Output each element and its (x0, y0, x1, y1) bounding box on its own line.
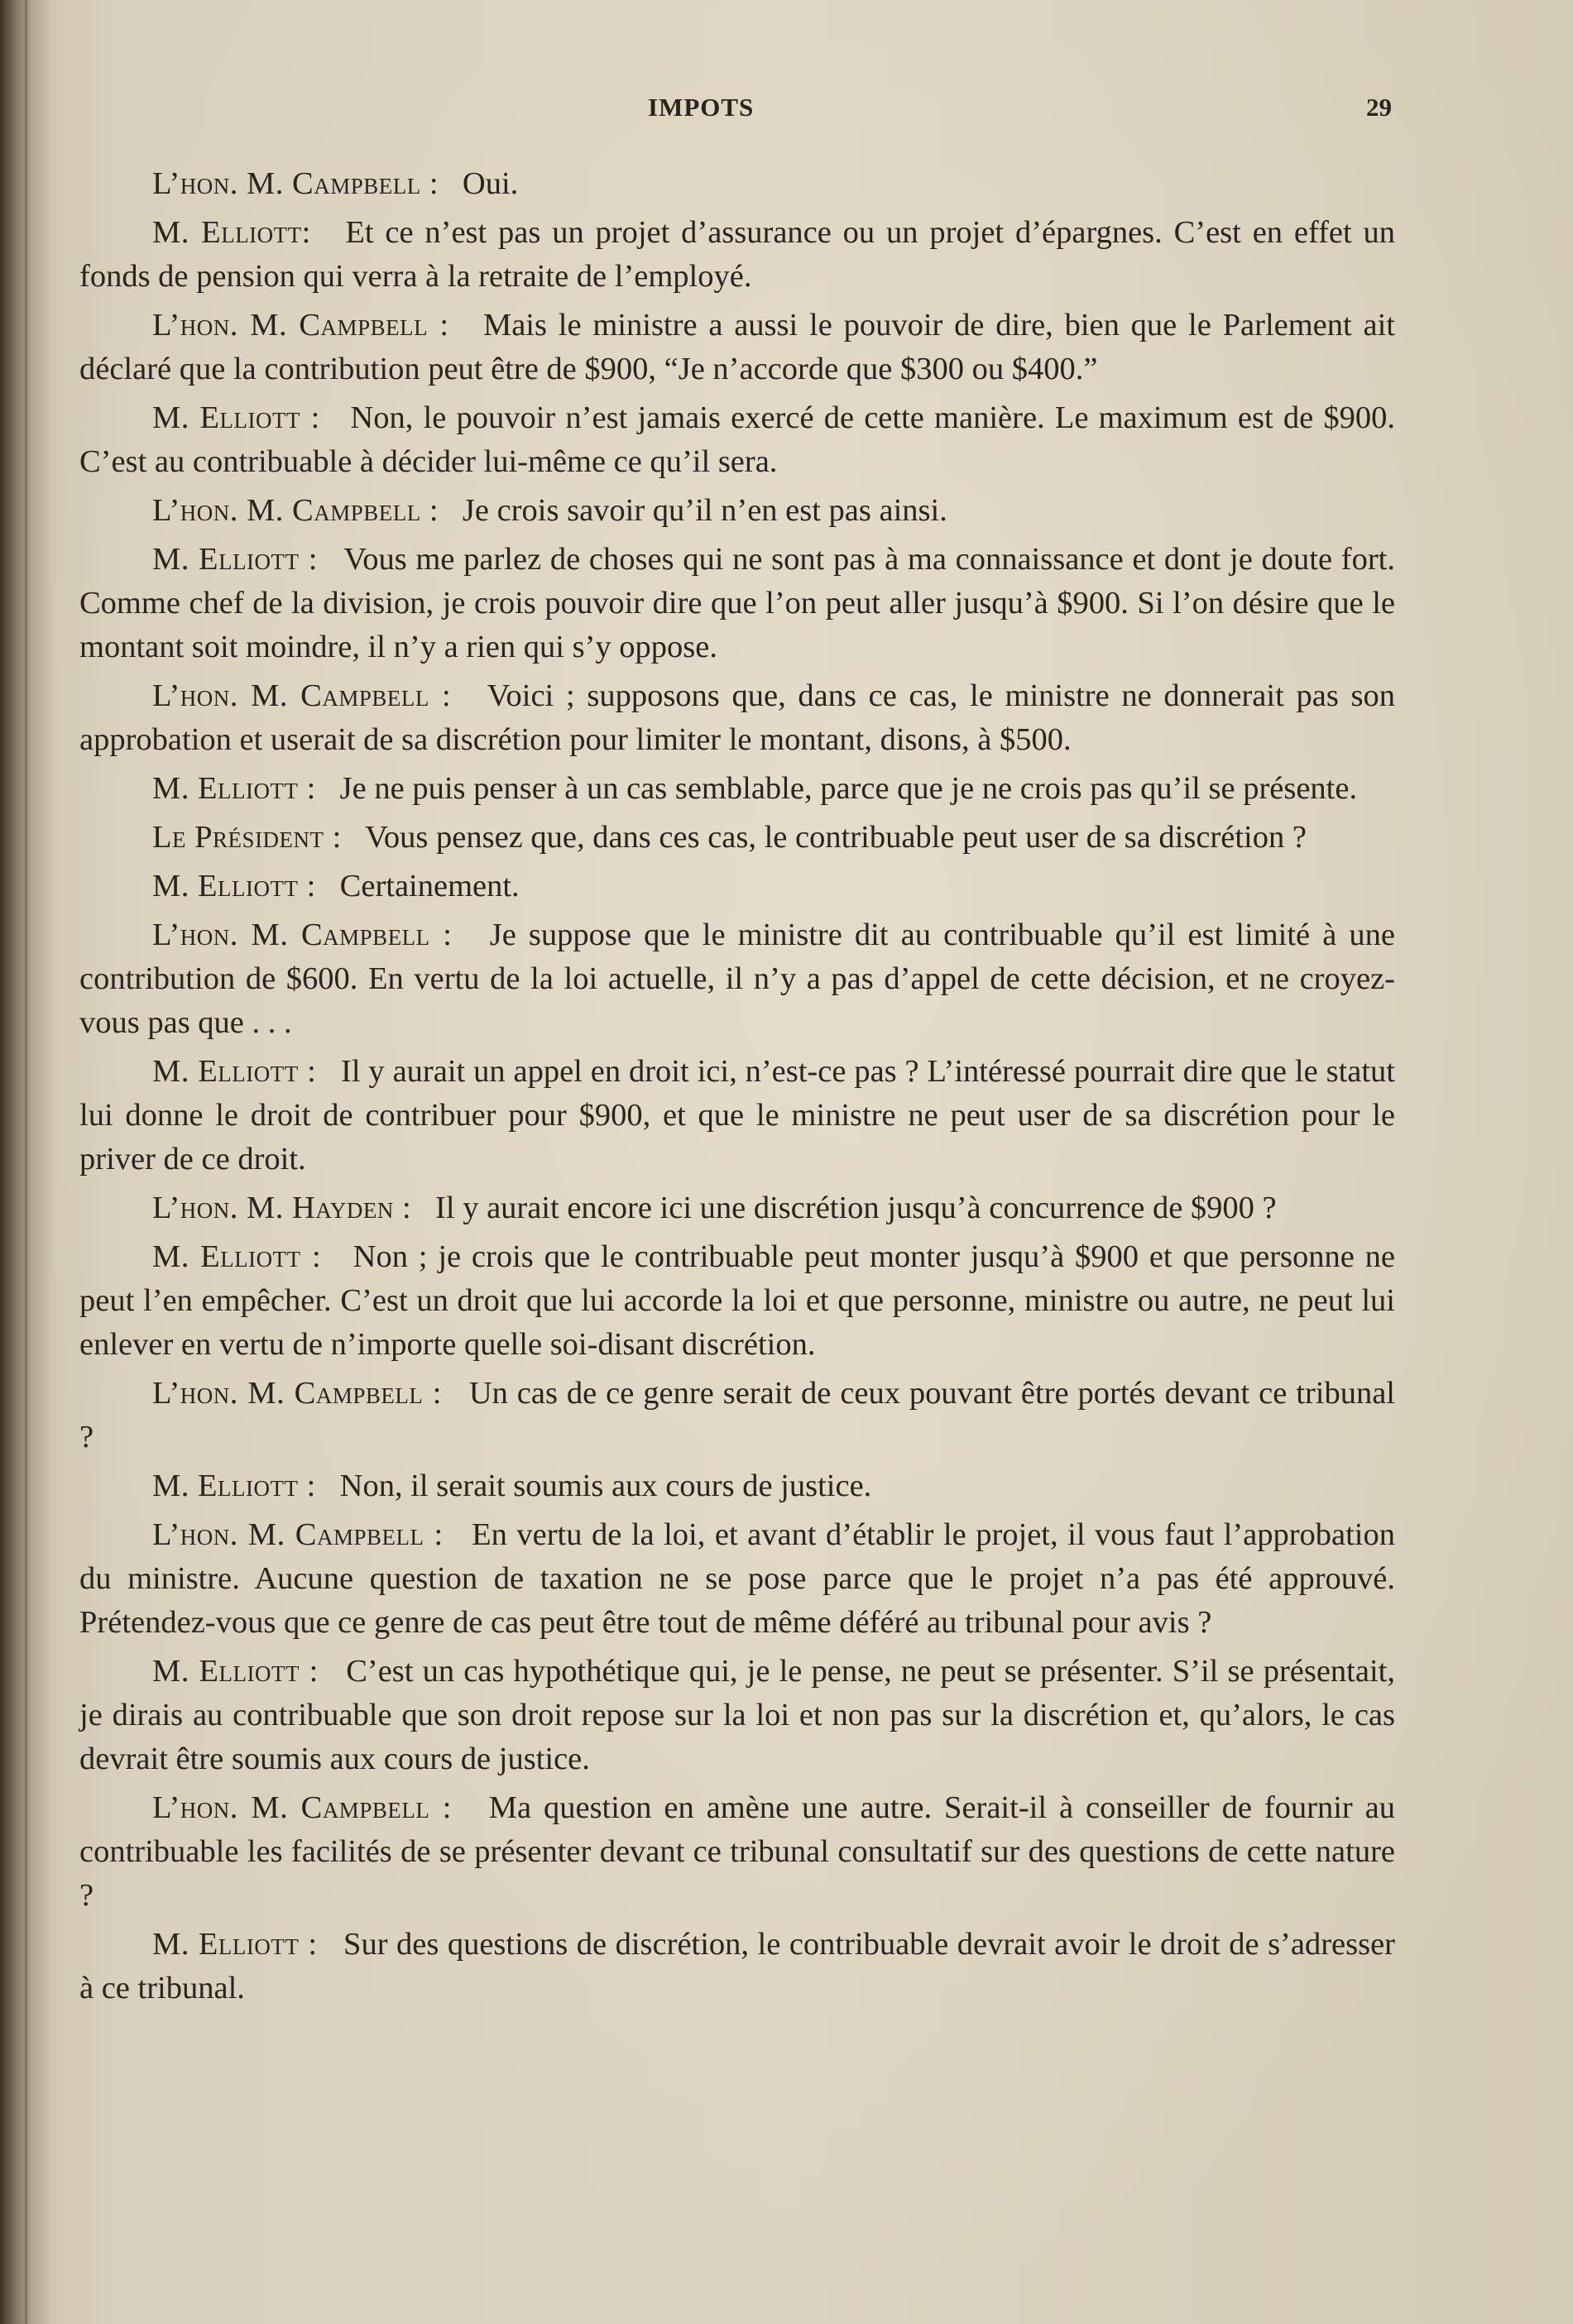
speech-text: Il y aurait encore ici une discrétion jusqu’à concurrence de $900 ? (435, 1191, 1277, 1225)
dialogue-paragraph (79, 1235, 1395, 1367)
speaker-name: M. Elliott : (152, 1469, 316, 1503)
speech-text: Non, le pouvoir n’est jamais exercé de cette manière. Le maximum est de $900. C’est au contribuable à décider lui-même ce qu’il sera. (79, 400, 1395, 479)
speaker-name: L’hon. M. Hayden : (152, 1191, 412, 1225)
speech-text: Oui. (462, 166, 519, 201)
speaker-name: M. Elliott : (152, 1239, 322, 1274)
speaker-name: M. Elliott : (152, 1654, 319, 1689)
dialogue-paragraph (79, 913, 1395, 1045)
speaker-name: L’hon. M. Campbell : (152, 918, 453, 952)
speaker-name: M. Elliott : (152, 400, 320, 435)
dialogue-paragraph (79, 396, 1395, 484)
dialogue-paragraph (79, 538, 1395, 669)
speech-text: Mais le ministre a aussi le pouvoir de dire, bien que le Parlement ait déclaré que la contribution peut être de $900, “Je n’accorde que $300 ou $400.” (79, 308, 1395, 386)
speaker-name: M. Elliott : (152, 542, 318, 577)
dialogue-paragraph (79, 1050, 1395, 1181)
dialogue-paragraph (79, 816, 1395, 860)
speaker-name: L’hon. M. Campbell : (152, 678, 452, 713)
speech-text: Et ce n’est pas un projet d’assurance ou un projet d’épargnes. C’est en effet un fonds de pension qui verra à la retraite de l’employé. (79, 215, 1395, 294)
speaker-name: M. Elliott : (152, 869, 316, 903)
speech-text: Non, il serait soumis aux cours de justice. (339, 1469, 872, 1503)
page-header (83, 93, 1407, 126)
dialogue-paragraph (79, 1923, 1395, 2010)
dialogue-paragraph (79, 489, 1395, 533)
dialogue-paragraph (79, 1186, 1395, 1230)
speaker-name: Le Président : (152, 820, 342, 855)
dialogue-paragraph (79, 865, 1395, 908)
dialogue-paragraph (79, 304, 1395, 391)
speech-text: Je suppose que le ministre dit au contribuable qu’il est limité à une contribution de $600. En vertu de la loi actuelle, il n’y a pas d’appel de cette décision, et ne croyez-vous pas que . . . (79, 918, 1396, 1040)
speech-text: Un cas de ce genre serait de ceux pouvant être portés devant ce tribunal ? (79, 1376, 1395, 1454)
dialogue-paragraph (79, 211, 1395, 299)
speech-text: Non ; je crois que le contribuable peut monter jusqu’à $900 et que personne ne peut l’en empêcher. C’est un droit que lui accorde la loi et que personne, ministre ou autre, ne peut lui enlever en vertu de n’importe quelle soi-disant discrétion. (79, 1239, 1395, 1362)
speech-text: C’est un cas hypothétique qui, je le pense, ne peut se présenter. S’il se présentait, je dirais au contribuable que son droit repose sur la loi et non pas sur la discrétion et, qu’alors, le cas devrait être soumis aux cours de justice. (79, 1654, 1395, 1776)
speaker-name: L’hon. M. Campbell : (152, 166, 439, 201)
speech-text: Ma question en amène une autre. Serait-il à conseiller de fournir au contribuable les facilités de se présenter devant ce tribunal consultatif sur des questions de cette nature ? (79, 1790, 1396, 1913)
dialogue-paragraph (79, 1650, 1395, 1781)
transcript-body (79, 162, 1395, 2015)
speaker-name: M. Elliott : (152, 771, 316, 806)
speaker-name: L’hon. M. Campbell : (152, 1790, 452, 1825)
speech-text: Je crois savoir qu’il n’en est pas ainsi. (462, 493, 947, 528)
speaker-name: L’hon. M. Campbell : (152, 1376, 442, 1411)
speech-text: En vertu de la loi, et avant d’établir le projet, il vous faut l’approbation du ministre. Aucune question de taxation ne se pose parce que le projet n’a pas été approuvé. Prétendez-vous que ce genre de cas peut être tout de même déféré au tribunal pour avis ? (79, 1517, 1395, 1640)
speaker-name: L’hon. M. Campbell : (152, 308, 449, 343)
speech-text: Sur des questions de discrétion, le contribuable devrait avoir le droit de s’adresser à ce tribunal. (79, 1927, 1395, 2005)
speech-text: Il y aurait un appel en droit ici, n’est-ce pas ? L’intéressé pourrait dire que le statut lui donne le droit de contribuer pour $900, et que le ministre ne peut user de sa discrétion pour le priver de ce droit. (79, 1054, 1395, 1176)
speaker-name: M. Elliott : (152, 1927, 318, 1962)
dialogue-paragraph (79, 1786, 1395, 1918)
dialogue-paragraph (79, 1513, 1395, 1645)
speech-text: Certainement. (339, 869, 520, 903)
dialogue-paragraph (79, 1372, 1395, 1459)
dialogue-paragraph (79, 162, 1395, 206)
speaker-name: L’hon. M. Campbell : (152, 1517, 444, 1552)
speaker-name: L’hon. M. Campbell : (152, 493, 439, 528)
dialogue-paragraph (79, 767, 1395, 811)
binding-line (25, 0, 27, 2324)
dialogue-paragraph (79, 674, 1395, 762)
dialogue-paragraph (79, 1464, 1395, 1508)
page-number: 29 (1366, 93, 1392, 122)
speech-text: Vous pensez que, dans ces cas, le contribuable peut user de sa discrétion ? (365, 820, 1307, 855)
book-binding-gutter (0, 0, 58, 2324)
speaker-name: M. Elliott: (152, 215, 311, 250)
speaker-name: M. Elliott : (152, 1054, 317, 1089)
speech-text: Je ne puis penser à un cas semblable, parce que je ne crois pas qu’il se présente. (339, 771, 1358, 806)
running-head: IMPOTS (648, 93, 755, 122)
speech-text: Vous me parlez de choses qui ne sont pas à ma connaissance et dont je doute fort. Comme chef de la division, je crois pouvoir dire que l’on peut aller jusqu’à $900. Si l’on désire que le montant soit moindre, il n’y a rien qui s’y oppose. (79, 542, 1395, 664)
speech-text: Voici ; supposons que, dans ce cas, le ministre ne donnerait pas son approbation et userait de sa discrétion pour limiter le montant, disons, à $500. (79, 678, 1395, 757)
